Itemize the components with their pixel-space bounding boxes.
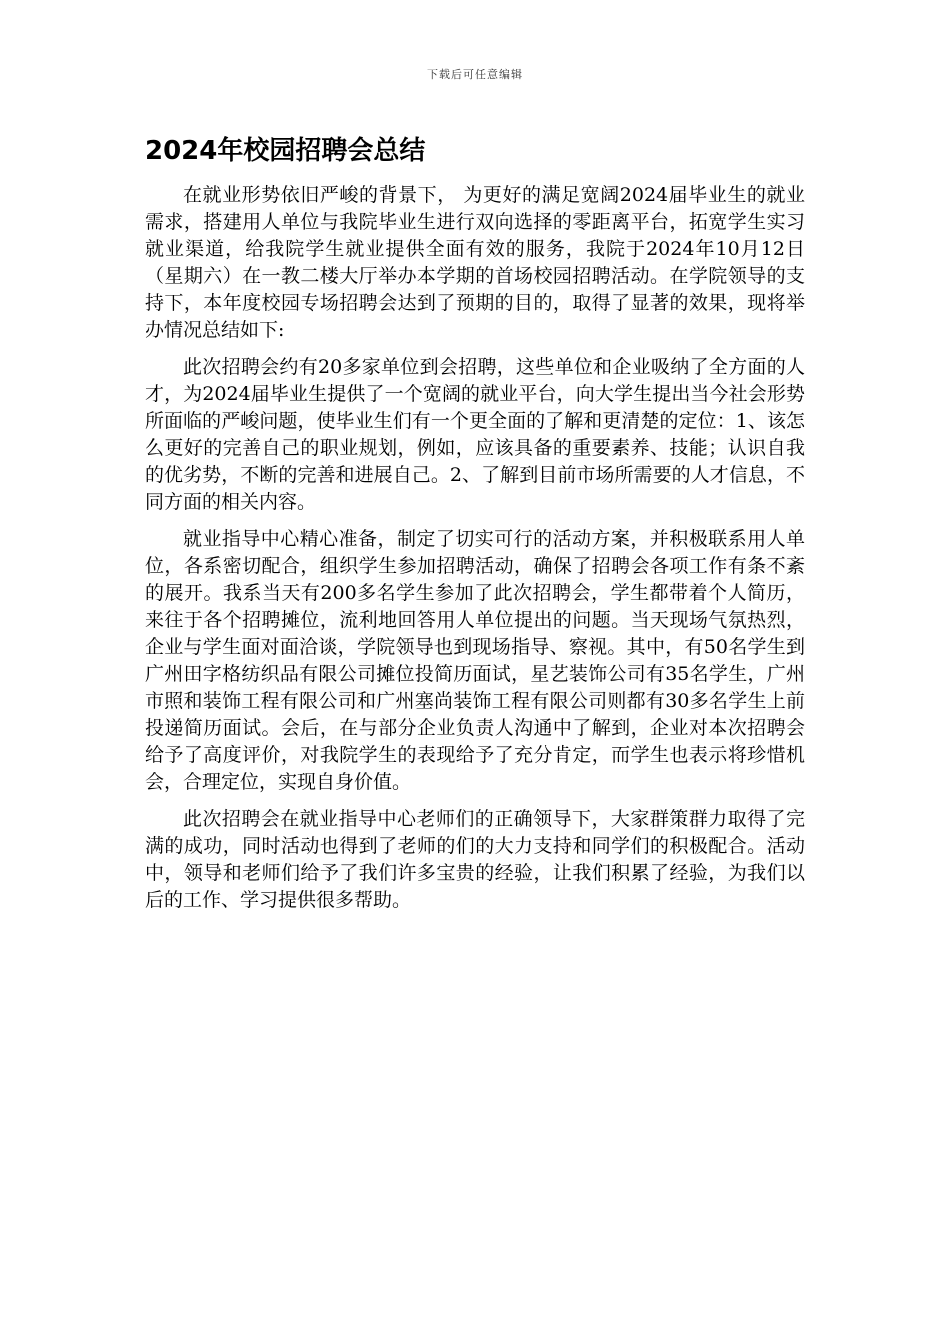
document-title: 2024年校园招聘会总结: [145, 136, 426, 166]
paragraph-4: 此次招聘会在就业指导中心老师们的正确领导下，大家群策群力取得了完满的成功，同时活动也得到了老师的们的大力支持和同学们的积极配合。活动中，领导和老师们给予了我们许多宝贵的经验，让我们积累了经验，为我们以后的工作、学习提供很多帮助。: [145, 808, 805, 911]
paragraph-3: 就业指导中心精心准备，制定了切实可行的活动方案，并积极联系用人单位，各系密切配合，组织学生参加招聘活动，确保了招聘会各项工作有条不紊的展开。我系当天有200多名学生参加了此次招聘会，学生都带着个人简历，来往于各个招聘摊位，流利地回答用人单位提出的问题。当天现场气氛热烈，企业与学生面对面洽谈，学院领导也到现场指导、察视。其中，有50名学生到广州田字格纺织品有限公司摊位投简历面试，星艺装饰公司有35名学生，广州市照和装饰工程有限公司和广州塞尚装饰工程有限公司则都有30多名学生上前投递简历面试。会后，在与部分企业负责人沟通中了解到，企业对本次招聘会给予了高度评价，对我院学生的表现给予了充分肯定，而学生也表示将珍惜机会，合理定位，实现自身价值。: [145, 528, 805, 793]
paragraph-2: 此次招聘会约有20多家单位到会招聘，这些单位和企业吸纳了全方面的人才，为2024届毕业生提供了一个宽阔的就业平台，向大学生提出当今社会形势所面临的严峻问题，使毕业生们有一个更全面的了解和更清楚的定位：1、该怎么更好的完善自己的职业规划，例如，应该具备的重要素养、技能；认识自我的优劣势，不断的完善和进展自己。2、了解到目前市场所需要的人才信息，不同方面的相关内容。: [145, 356, 805, 513]
document-body: [145, 182, 805, 924]
paragraph-1: 在就业形势依旧严峻的背景下， 为更好的满足宽阔2024届毕业生的就业需求，搭建用人单位与我院毕业生进行双向选择的零距离平台，拓宽学生实习就业渠道，给我院学生就业提供全面有效的服务，我院于2024年10月12日（星期六）在一教二楼大厅举办本学期的首场校园招聘活动。在学院领导的支持下，本年度校园专场招聘会达到了预期的目的，取得了显著的效果，现将举办情况总结如下:: [145, 184, 805, 341]
header-note: 下载后可任意编辑: [427, 68, 523, 81]
